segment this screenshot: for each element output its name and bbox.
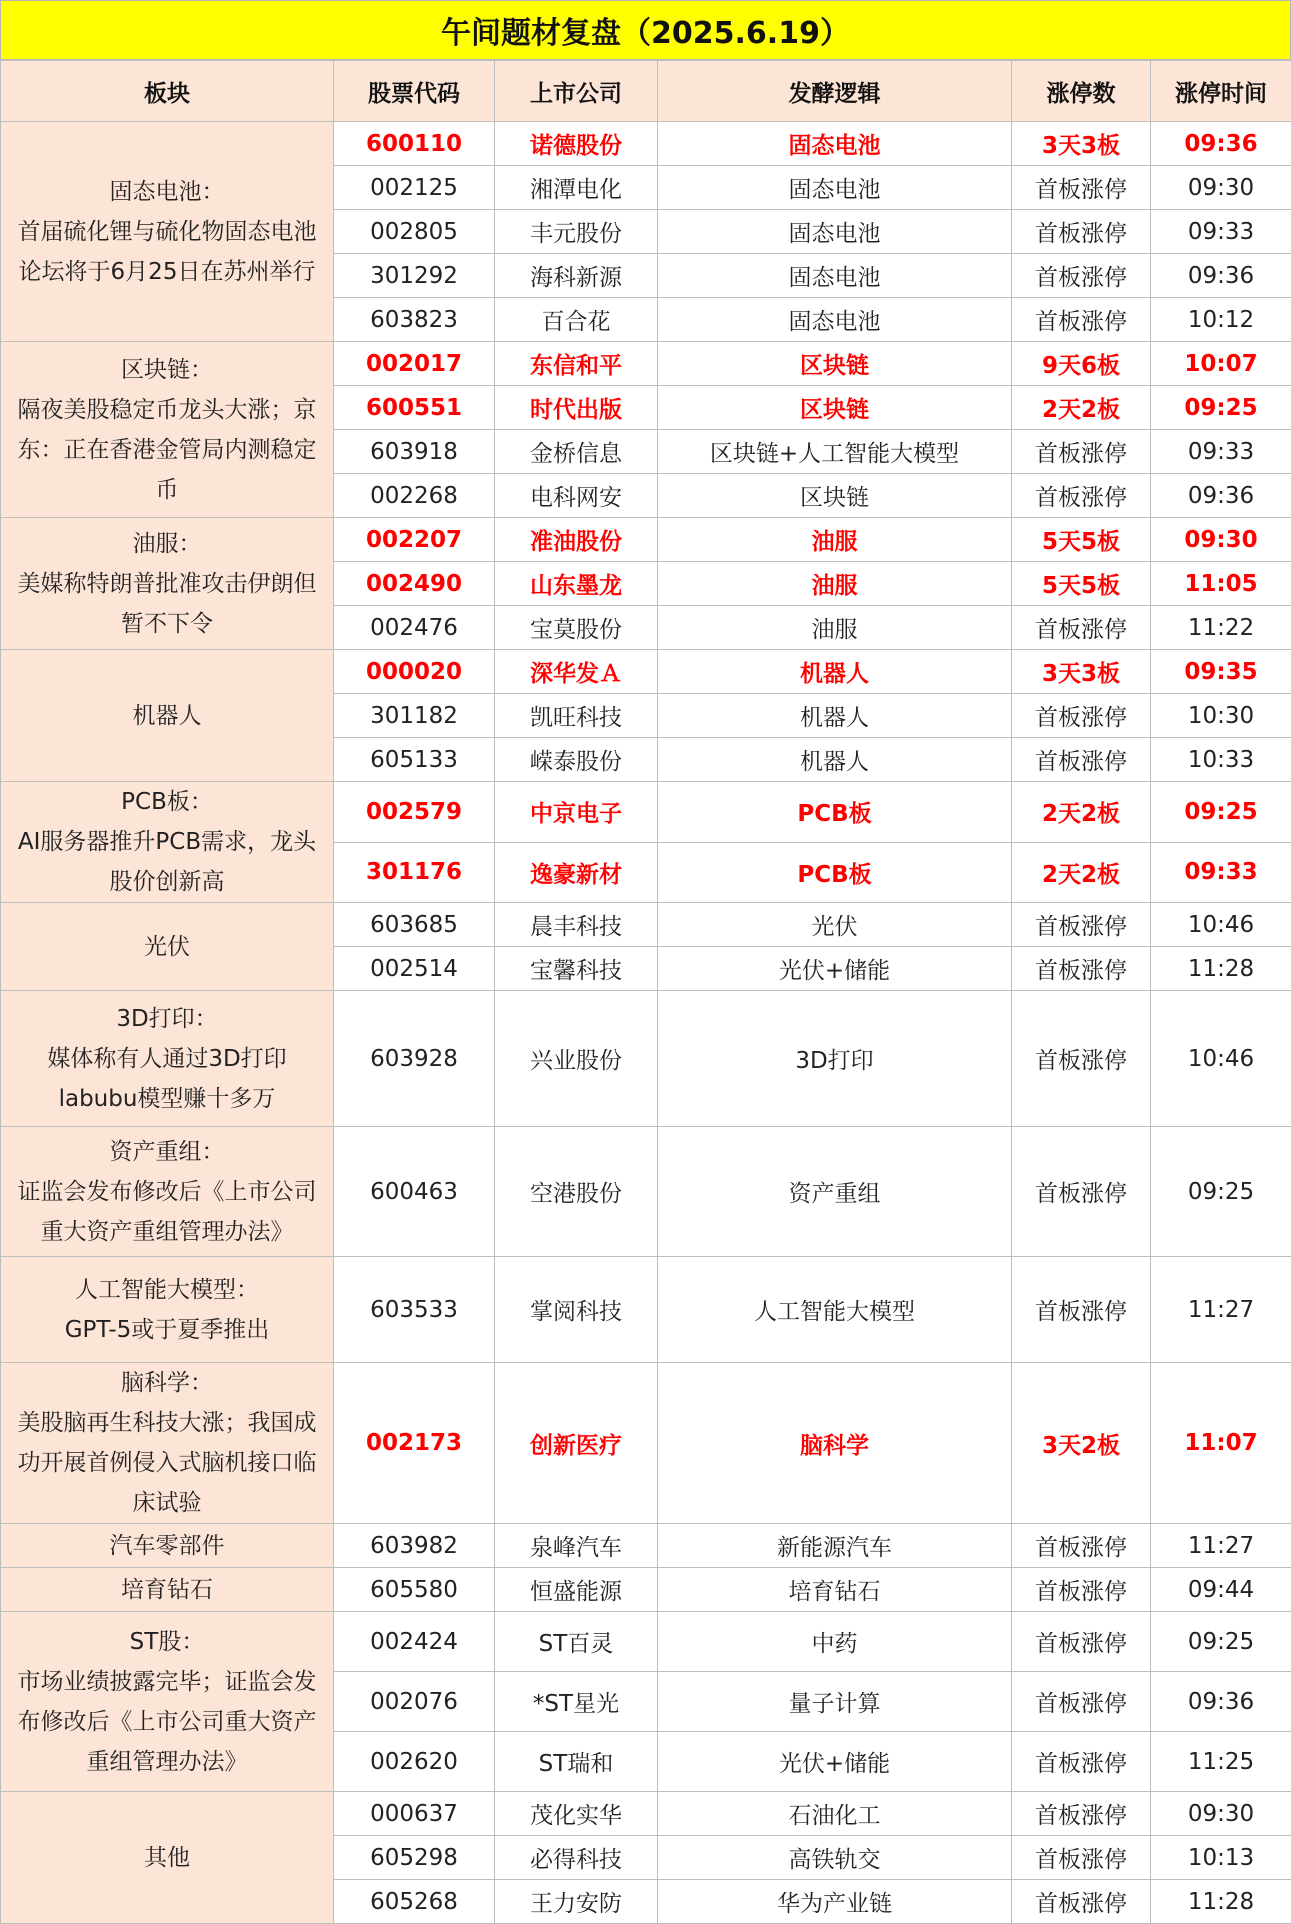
limit-count-cell: 2天2板: [1012, 386, 1151, 430]
table-row: [1, 1568, 1291, 1612]
stock-code-cell: 605268: [334, 1880, 495, 1924]
company-cell: 必得科技: [495, 1836, 658, 1880]
company-cell: 电科网安: [495, 474, 658, 518]
logic-cell: 新能源汽车: [658, 1524, 1012, 1568]
logic-cell: PCB板: [658, 782, 1012, 843]
limit-count-cell: 首板涨停: [1012, 903, 1151, 947]
stock-code-cell: 605133: [334, 738, 495, 782]
sector-line: 光伏: [9, 927, 325, 967]
limit-time-cell: 09:35: [1151, 650, 1291, 694]
sector-line: 其他: [9, 1838, 325, 1878]
table-row: [1, 991, 1291, 1127]
sector-line: 培育钻石: [9, 1570, 325, 1610]
sector-cell: [1, 518, 334, 650]
logic-cell: 油服: [658, 562, 1012, 606]
limit-time-cell: 09:33: [1151, 210, 1291, 254]
stock-code-cell: 002514: [334, 947, 495, 991]
stock-code-cell: 002268: [334, 474, 495, 518]
limit-time-cell: 09:25: [1151, 782, 1291, 843]
logic-cell: 资产重组: [658, 1127, 1012, 1257]
sector-line: 功开展首例侵入式脑机接口临: [9, 1443, 325, 1483]
limit-time-cell: 11:27: [1151, 1257, 1291, 1363]
sector-line: labubu模型赚十多万: [9, 1079, 325, 1119]
company-cell: 诺德股份: [495, 122, 658, 166]
company-cell: 王力安防: [495, 1880, 658, 1924]
limit-time-cell: 09:30: [1151, 1792, 1291, 1836]
limit-count-cell: 首板涨停: [1012, 1612, 1151, 1672]
table-row: [1, 782, 1291, 843]
company-cell: ST瑞和: [495, 1732, 658, 1792]
header-sector: 板块: [1, 61, 334, 122]
limit-count-cell: 首板涨停: [1012, 1792, 1151, 1836]
limit-time-cell: 09:36: [1151, 1672, 1291, 1732]
company-cell: 兴业股份: [495, 991, 658, 1127]
header-company: 上市公司: [495, 61, 658, 122]
limit-time-cell: 11:27: [1151, 1524, 1291, 1568]
stock-code-cell: 002173: [334, 1363, 495, 1524]
limit-count-cell: 首板涨停: [1012, 430, 1151, 474]
stock-code-cell: 605298: [334, 1836, 495, 1880]
logic-cell: 3D打印: [658, 991, 1012, 1127]
sector-line: 东：正在香港金管局内测稳定: [9, 430, 325, 470]
logic-cell: 油服: [658, 606, 1012, 650]
table-row: [1, 1127, 1291, 1257]
stock-code-cell: 600110: [334, 122, 495, 166]
stock-code-cell: 301292: [334, 254, 495, 298]
limit-time-cell: 10:46: [1151, 903, 1291, 947]
sector-line: 油服：: [9, 524, 325, 564]
stock-code-cell: 603685: [334, 903, 495, 947]
sector-cell: [1, 650, 334, 782]
company-cell: 创新医疗: [495, 1363, 658, 1524]
limit-count-cell: 首板涨停: [1012, 210, 1151, 254]
limit-count-cell: 首板涨停: [1012, 1672, 1151, 1732]
sector-cell: [1, 342, 334, 518]
stock-code-cell: 002805: [334, 210, 495, 254]
sector-line: GPT-5或于夏季推出: [9, 1310, 325, 1350]
sector-line: 3D打印：: [9, 999, 325, 1039]
company-cell: 宝莫股份: [495, 606, 658, 650]
stock-code-cell: 002476: [334, 606, 495, 650]
company-cell: 金桥信息: [495, 430, 658, 474]
sector-line: AI服务器推升PCB需求，龙头: [9, 822, 325, 862]
limit-count-cell: 首板涨停: [1012, 1732, 1151, 1792]
sector-line: 媒体称有人通过3D打印: [9, 1039, 325, 1079]
table-row: [1, 903, 1291, 947]
sector-line: 重大资产重组管理办法》: [9, 1212, 325, 1252]
table-row: [1, 122, 1291, 166]
limit-count-cell: 首板涨停: [1012, 606, 1151, 650]
limit-count-cell: 首板涨停: [1012, 694, 1151, 738]
logic-cell: 培育钻石: [658, 1568, 1012, 1612]
sector-line: 暂不下令: [9, 604, 325, 644]
table-row: [1, 1363, 1291, 1524]
company-cell: 逸豪新材: [495, 842, 658, 903]
stock-code-cell: 002579: [334, 782, 495, 843]
sector-line: 隔夜美股稳定币龙头大涨；京: [9, 390, 325, 430]
sector-line: 市场业绩披露完毕；证监会发: [9, 1662, 325, 1702]
table-body: [1, 122, 1291, 1924]
sector-line: PCB板：: [9, 782, 325, 822]
logic-cell: 光伏+储能: [658, 947, 1012, 991]
limit-count-cell: 首板涨停: [1012, 1568, 1151, 1612]
limit-count-cell: 首板涨停: [1012, 1257, 1151, 1363]
limit-count-cell: 首板涨停: [1012, 991, 1151, 1127]
company-cell: 嵘泰股份: [495, 738, 658, 782]
table-row: [1, 1612, 1291, 1672]
stock-code-cell: 002125: [334, 166, 495, 210]
limit-count-cell: 3天3板: [1012, 122, 1151, 166]
logic-cell: 固态电池: [658, 210, 1012, 254]
company-cell: 恒盛能源: [495, 1568, 658, 1612]
limit-time-cell: 09:25: [1151, 1612, 1291, 1672]
logic-cell: 机器人: [658, 738, 1012, 782]
stock-code-cell: 603982: [334, 1524, 495, 1568]
company-cell: 中京电子: [495, 782, 658, 843]
stock-code-cell: 605580: [334, 1568, 495, 1612]
logic-cell: 脑科学: [658, 1363, 1012, 1524]
table-row: [1, 1524, 1291, 1568]
limit-time-cell: 09:25: [1151, 1127, 1291, 1257]
company-cell: 茂化实华: [495, 1792, 658, 1836]
limit-time-cell: 09:33: [1151, 842, 1291, 903]
company-cell: 宝馨科技: [495, 947, 658, 991]
logic-cell: 固态电池: [658, 122, 1012, 166]
limit-count-cell: 首板涨停: [1012, 738, 1151, 782]
sector-cell: [1, 991, 334, 1127]
logic-cell: 光伏: [658, 903, 1012, 947]
sector-line: 重组管理办法》: [9, 1742, 325, 1782]
stock-code-cell: 002017: [334, 342, 495, 386]
header-logic: 发酵逻辑: [658, 61, 1012, 122]
limit-time-cell: 10:07: [1151, 342, 1291, 386]
stock-code-cell: 603823: [334, 298, 495, 342]
logic-cell: 量子计算: [658, 1672, 1012, 1732]
limit-time-cell: 09:36: [1151, 122, 1291, 166]
logic-cell: 机器人: [658, 650, 1012, 694]
header-row: [1, 61, 1291, 122]
sector-line: 区块链：: [9, 350, 325, 390]
sector-line: 人工智能大模型：: [9, 1270, 325, 1310]
limit-time-cell: 09:33: [1151, 430, 1291, 474]
sector-line: 资产重组：: [9, 1132, 325, 1172]
sector-cell: [1, 122, 334, 342]
limit-time-cell: 09:36: [1151, 474, 1291, 518]
sector-line: 首届硫化锂与硫化物固态电池: [9, 212, 325, 252]
sector-line: 证监会发布修改后《上市公司: [9, 1172, 325, 1212]
limit-time-cell: 09:36: [1151, 254, 1291, 298]
limit-time-cell: 11:28: [1151, 947, 1291, 991]
stock-code-cell: 600463: [334, 1127, 495, 1257]
sector-cell: [1, 1792, 334, 1924]
logic-cell: 石油化工: [658, 1792, 1012, 1836]
stock-code-cell: 000637: [334, 1792, 495, 1836]
company-cell: 海科新源: [495, 254, 658, 298]
sector-line: 论坛将于6月25日在苏州举行: [9, 252, 325, 292]
company-cell: 丰元股份: [495, 210, 658, 254]
sector-line: 脑科学：: [9, 1363, 325, 1403]
sector-cell: [1, 1524, 334, 1568]
stock-code-cell: 000020: [334, 650, 495, 694]
limit-count-cell: 首板涨停: [1012, 166, 1151, 210]
limit-count-cell: 首板涨停: [1012, 474, 1151, 518]
limit-count-cell: 首板涨停: [1012, 298, 1151, 342]
limit-time-cell: 10:12: [1151, 298, 1291, 342]
sector-cell: [1, 903, 334, 991]
company-cell: 空港股份: [495, 1127, 658, 1257]
limit-count-cell: 首板涨停: [1012, 1836, 1151, 1880]
sector-line: 固态电池：: [9, 172, 325, 212]
sector-cell: [1, 1612, 334, 1792]
table-row: [1, 342, 1291, 386]
limit-time-cell: 10:33: [1151, 738, 1291, 782]
logic-cell: 区块链: [658, 386, 1012, 430]
stock-code-cell: 002076: [334, 1672, 495, 1732]
logic-cell: 人工智能大模型: [658, 1257, 1012, 1363]
stock-code-cell: 002424: [334, 1612, 495, 1672]
logic-cell: 高铁轨交: [658, 1836, 1012, 1880]
company-cell: 准油股份: [495, 518, 658, 562]
logic-cell: PCB板: [658, 842, 1012, 903]
company-cell: 湘潭电化: [495, 166, 658, 210]
company-cell: 掌阅科技: [495, 1257, 658, 1363]
sector-line: 布修改后《上市公司重大资产: [9, 1702, 325, 1742]
limit-count-cell: 首板涨停: [1012, 947, 1151, 991]
company-cell: ST百灵: [495, 1612, 658, 1672]
stock-code-cell: 600551: [334, 386, 495, 430]
stock-table: [0, 60, 1291, 1924]
logic-cell: 光伏+储能: [658, 1732, 1012, 1792]
sector-line: 机器人: [9, 696, 325, 736]
sector-line: 美股脑再生科技大涨；我国成: [9, 1403, 325, 1443]
sector-cell: [1, 1568, 334, 1612]
table-row: [1, 1792, 1291, 1836]
limit-time-cell: 09:44: [1151, 1568, 1291, 1612]
limit-count-cell: 5天5板: [1012, 518, 1151, 562]
limit-time-cell: 09:30: [1151, 166, 1291, 210]
sector-line: 股价创新高: [9, 862, 325, 902]
header-code: 股票代码: [334, 61, 495, 122]
sector-line: 币: [9, 470, 325, 510]
stock-code-cell: 603533: [334, 1257, 495, 1363]
limit-time-cell: 11:25: [1151, 1732, 1291, 1792]
limit-count-cell: 2天2板: [1012, 842, 1151, 903]
stock-code-cell: 603918: [334, 430, 495, 474]
company-cell: 东信和平: [495, 342, 658, 386]
sector-cell: [1, 782, 334, 903]
table-row: [1, 650, 1291, 694]
logic-cell: 区块链: [658, 342, 1012, 386]
limit-time-cell: 11:28: [1151, 1880, 1291, 1924]
company-cell: *ST星光: [495, 1672, 658, 1732]
company-cell: 时代出版: [495, 386, 658, 430]
stock-code-cell: 002490: [334, 562, 495, 606]
limit-time-cell: 11:05: [1151, 562, 1291, 606]
logic-cell: 固态电池: [658, 298, 1012, 342]
header-limit-time: 涨停时间: [1151, 61, 1291, 122]
sector-line: ST股：: [9, 1622, 325, 1662]
table-row: [1, 518, 1291, 562]
company-cell: 山东墨龙: [495, 562, 658, 606]
logic-cell: 中药: [658, 1612, 1012, 1672]
logic-cell: 华为产业链: [658, 1880, 1012, 1924]
company-cell: 晨丰科技: [495, 903, 658, 947]
sector-cell: [1, 1127, 334, 1257]
logic-cell: 油服: [658, 518, 1012, 562]
limit-count-cell: 首板涨停: [1012, 1524, 1151, 1568]
logic-cell: 区块链+人工智能大模型: [658, 430, 1012, 474]
limit-count-cell: 9天6板: [1012, 342, 1151, 386]
sector-line: 床试验: [9, 1483, 325, 1523]
sector-cell: [1, 1257, 334, 1363]
limit-time-cell: 10:30: [1151, 694, 1291, 738]
sector-line: 汽车零部件: [9, 1526, 325, 1566]
limit-time-cell: 09:30: [1151, 518, 1291, 562]
limit-count-cell: 首板涨停: [1012, 254, 1151, 298]
company-cell: 百合花: [495, 298, 658, 342]
stock-code-cell: 301182: [334, 694, 495, 738]
limit-count-cell: 3天3板: [1012, 650, 1151, 694]
limit-time-cell: 09:25: [1151, 386, 1291, 430]
stock-code-cell: 301176: [334, 842, 495, 903]
limit-count-cell: 首板涨停: [1012, 1880, 1151, 1924]
sector-line: 美媒称特朗普批准攻击伊朗但: [9, 564, 325, 604]
logic-cell: 机器人: [658, 694, 1012, 738]
limit-count-cell: 3天2板: [1012, 1363, 1151, 1524]
limit-time-cell: 11:07: [1151, 1363, 1291, 1524]
table-row: [1, 1257, 1291, 1363]
sector-cell: [1, 1363, 334, 1524]
logic-cell: 固态电池: [658, 166, 1012, 210]
page-title: 午间题材复盘（2025.6.19）: [0, 0, 1291, 60]
limit-time-cell: 11:22: [1151, 606, 1291, 650]
limit-count-cell: 5天5板: [1012, 562, 1151, 606]
company-cell: 深华发Ａ: [495, 650, 658, 694]
limit-time-cell: 10:46: [1151, 991, 1291, 1127]
logic-cell: 区块链: [658, 474, 1012, 518]
limit-count-cell: 首板涨停: [1012, 1127, 1151, 1257]
company-cell: 泉峰汽车: [495, 1524, 658, 1568]
header-limit-count: 涨停数: [1012, 61, 1151, 122]
company-cell: 凯旺科技: [495, 694, 658, 738]
stock-code-cell: 002207: [334, 518, 495, 562]
stock-code-cell: 002620: [334, 1732, 495, 1792]
limit-count-cell: 2天2板: [1012, 782, 1151, 843]
limit-time-cell: 10:13: [1151, 1836, 1291, 1880]
stock-code-cell: 603928: [334, 991, 495, 1127]
logic-cell: 固态电池: [658, 254, 1012, 298]
